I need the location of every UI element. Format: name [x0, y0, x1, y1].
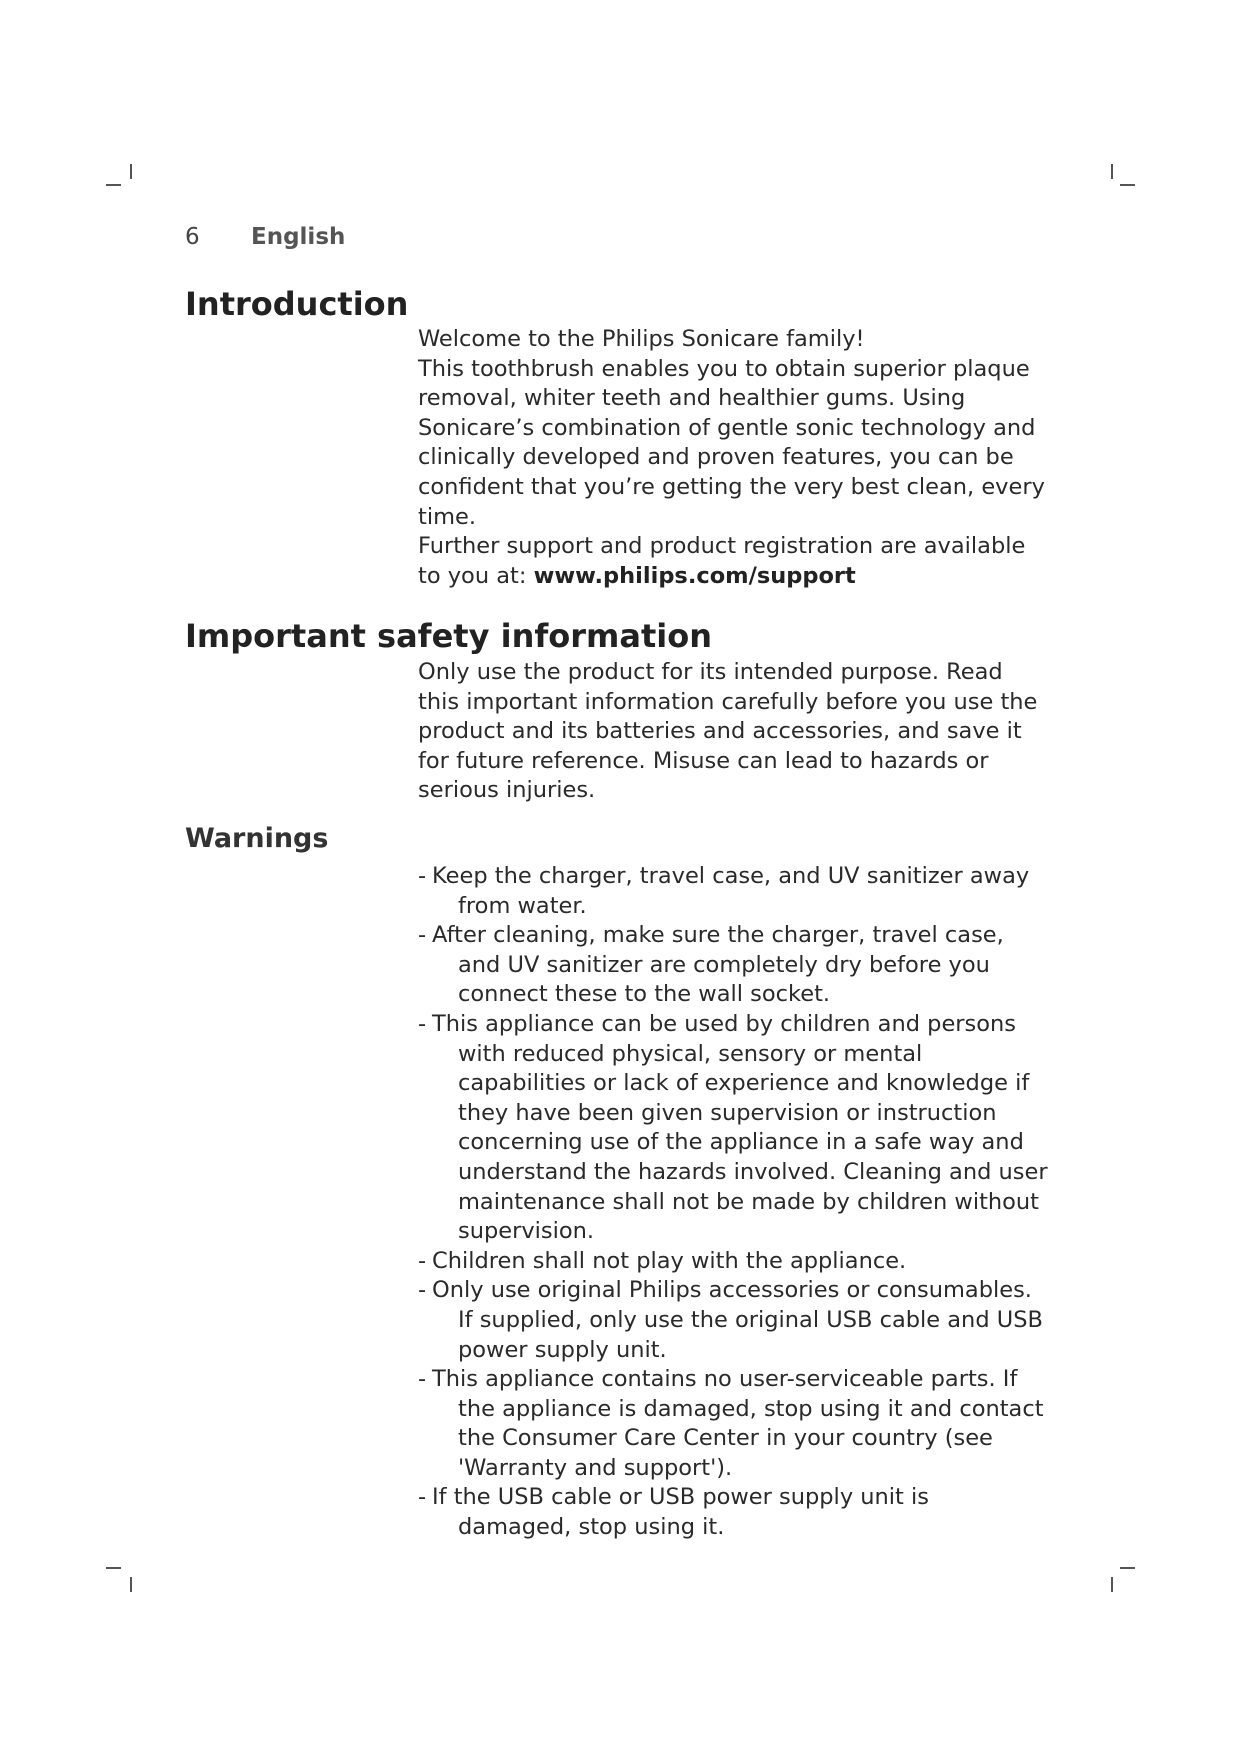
- crop-mark-top-right-h: [1120, 184, 1135, 186]
- warning-item: - Only use original Philips accessories or consumables. If supplied, only use the original USB cable and USB power supply unit.: [418, 1277, 1043, 1363]
- warning-item: - Children shall not play with the appliance.: [418, 1247, 907, 1274]
- safety-heading: Important safety information: [185, 617, 712, 655]
- warning-item: - This appliance contains no user-serviceable parts. If the appliance is damaged, stop using it and contact the Consumer Care Center in your country (see 'Warranty and support').: [418, 1366, 1044, 1481]
- crop-mark-bottom-left-h: [106, 1567, 121, 1569]
- safety-paragraph: Only use the product for its intended purpose. Read this important information carefully before you use the product and its batteries and accessories, and save it for future reference. Misuse can lead to hazards or serious injuries.: [418, 659, 1038, 804]
- warning-item: - If the USB cable or USB power supply unit is damaged, stop using it.: [418, 1484, 929, 1541]
- crop-mark-bottom-right-h: [1120, 1567, 1135, 1569]
- introduction-paragraph: Welcome to the Philips Sonicare family!: [418, 326, 865, 352]
- page-header: [185, 222, 345, 252]
- crop-mark-bottom-right-v: [1111, 1577, 1113, 1592]
- introduction-heading: Introduction: [185, 285, 409, 323]
- warnings-list: [418, 862, 1048, 1543]
- crop-mark-top-right-v: [1111, 164, 1113, 179]
- header-language: English: [251, 224, 346, 250]
- crop-mark-top-left-h: [106, 184, 121, 186]
- crop-mark-top-left-v: [130, 164, 132, 179]
- introduction-paragraph: This toothbrush enables you to obtain superior plaque removal, whiter teeth and healthier gums. Using Sonicare’s combination of gentle sonic technology and clinically developed and proven features, you can be confident that you’re getting the very best clean, every time.: [418, 355, 1045, 530]
- crop-mark-bottom-left-v: [130, 1577, 132, 1592]
- introduction-paragraph: [418, 532, 1048, 591]
- warning-item: - This appliance can be used by children and persons with reduced physical, sensory or mental capabilities or lack of experience and knowledge if they have been given supervision or instruction concerning use of the appliance in a safe way and understand the hazards involved. Cleaning and user maintenance shall not be made by children without supervision.: [418, 1010, 1048, 1245]
- warning-item: - After cleaning, make sure the charger, travel case, and UV sanitizer are completely dry before you connect these to the wall socket.: [418, 922, 1004, 1008]
- support-text: Further support and product registration are available to you at:: [418, 533, 1026, 589]
- warnings-heading: Warnings: [185, 823, 329, 854]
- introduction-body: [418, 325, 1048, 591]
- warning-item: - Keep the charger, travel case, and UV sanitizer away from water.: [418, 863, 1030, 919]
- safety-body: [418, 658, 1048, 806]
- support-link[interactable]: www.philips.com/support: [533, 562, 856, 589]
- page-number: 6: [185, 224, 200, 250]
